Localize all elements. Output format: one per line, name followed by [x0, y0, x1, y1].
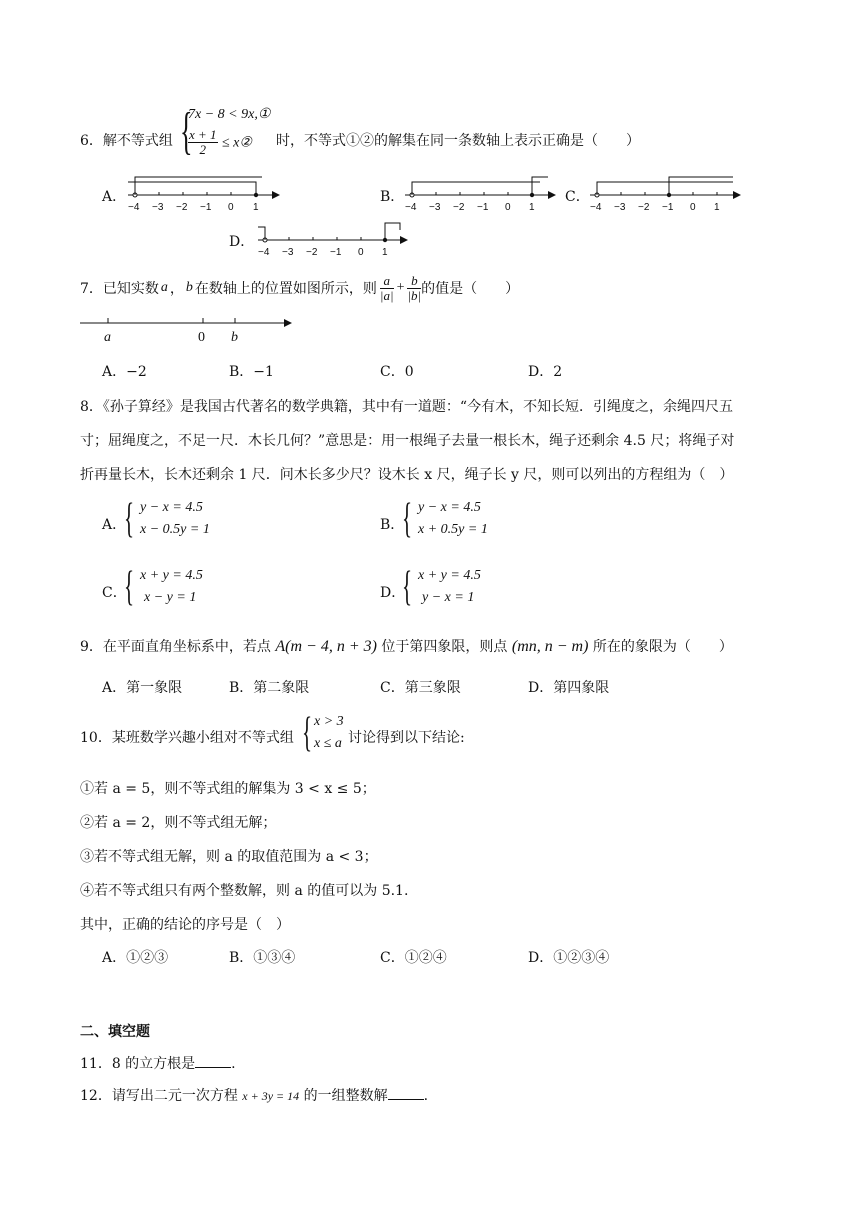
section-title: 二、填空题 — [80, 1024, 150, 1040]
q10-option-b: B．①③④ — [229, 950, 296, 966]
q10-conclusion-1: ①若 a = 5，则不等式组的解集为 3 < x ≤ 5； — [80, 781, 376, 797]
q9-text-1: 9．在平面直角坐标系中，若点 — [80, 639, 271, 655]
tick-label-c-3: −1 — [662, 202, 674, 213]
q6-question-text: 时，不等式①②的解集在同一条数轴上表示正确是（ ） — [276, 133, 640, 149]
q7-var-b: b — [185, 280, 193, 295]
q7-option-b: B．−1 — [229, 364, 274, 380]
left-brace-icon: { — [402, 564, 413, 610]
q9-text-3: 所在的象限为（ ） — [592, 639, 733, 655]
tick-label-d-0: −4 — [258, 247, 270, 258]
q9-question — [80, 636, 733, 656]
tick-label-a-5: 1 — [253, 202, 259, 213]
q6-option-d-label: D． — [229, 234, 255, 250]
tick-label-b-4: 0 — [505, 202, 511, 213]
left-brace-icon: { — [180, 103, 193, 160]
q7-option-d: D．2 — [528, 364, 563, 380]
q7-fraction-a — [380, 274, 394, 303]
fraction-denominator: |a| — [379, 287, 394, 303]
tick-label-b-1: −3 — [429, 202, 441, 213]
number-line-b — [405, 177, 556, 199]
q8-option-a-label: A． — [102, 517, 127, 533]
q9-option-a: A．第一象限 — [102, 680, 183, 696]
equation-1: y − x = 4.5 — [418, 500, 481, 515]
tick-label-a-2: −2 — [176, 202, 188, 213]
q10-number: 10．某班数学兴趣小组对不等式组 — [80, 730, 294, 746]
tick-label-c-2: −2 — [638, 202, 650, 213]
q9-option-c: C．第三象限 — [380, 680, 461, 696]
q9-text-2: 位于第四象限，则点 — [381, 639, 508, 655]
q7-number: 7．已知实数 — [80, 281, 159, 297]
tick-label-a-3: −1 — [200, 202, 212, 213]
q10-conclusion-2: ②若 a = 2，则不等式组无解； — [80, 815, 277, 831]
number-line-d — [258, 223, 408, 244]
left-brace-icon: { — [124, 564, 135, 610]
q12-text-1: 12．请写出二元一次方程 — [80, 1088, 238, 1104]
q7-number-line — [0, 310, 320, 350]
tick-label-c-4: 0 — [690, 202, 696, 213]
q7-text-1: 在数轴上的位置如图所示，则 — [194, 281, 377, 297]
q12-equation: x + 3y = 14 — [242, 1089, 300, 1103]
q12 — [80, 1085, 428, 1105]
q11-text-2: . — [231, 1056, 236, 1072]
q7-plus: + — [396, 280, 405, 295]
equation-1: x + y = 4.5 — [418, 568, 481, 583]
tick-label-a-0: −4 — [128, 202, 140, 213]
left-brace-icon: { — [302, 710, 313, 756]
q6-inequality-1: 7x − 8 < 9x,① — [188, 107, 271, 122]
fraction-denominator: 2 — [199, 142, 207, 157]
q10-option-c: C．①②④ — [380, 950, 447, 966]
q10-option-d: D．①②③④ — [528, 950, 610, 966]
tick-label-a-1: −3 — [152, 202, 164, 213]
tick-label-d-2: −2 — [306, 247, 318, 258]
fraction-numerator: a — [380, 274, 394, 289]
tick-label-c-1: −3 — [614, 202, 626, 213]
q8-option-b-system — [402, 498, 512, 542]
q10-conclusion-3: ③若不等式组无解，则 a 的取值范围为 a < 3； — [80, 849, 378, 865]
q12-text-2: 的一组整数解 — [303, 1088, 388, 1104]
q8-line-1: 8．《孙子算经》是我国古代著名的数学典籍，其中有一道题：“今有木，不知长短．引绳度之，余绳四尺五 — [80, 399, 734, 415]
q8-option-b-label: B． — [380, 517, 405, 533]
q7-var-a: a — [160, 280, 168, 295]
q11-text-1: 11．8 的立方根是 — [80, 1056, 196, 1072]
q7-option-a: A．−2 — [102, 364, 147, 380]
tick-label-b-2: −2 — [453, 202, 465, 213]
q8-option-d-system — [402, 566, 512, 610]
fraction-denominator: |b| — [407, 287, 422, 303]
q10-option-a: A．①②③ — [102, 950, 169, 966]
q6-inequality-2-rest: ≤ x② — [222, 135, 252, 151]
equation-2: x + 0.5y = 1 — [418, 522, 488, 537]
equation-2: x − 0.5y = 1 — [140, 522, 210, 537]
tick-label-d-4: 0 — [358, 247, 364, 258]
inequality-2: x ≤ a — [314, 736, 342, 751]
q6-option-a-label: A． — [102, 189, 127, 205]
q8-option-d-label: D． — [380, 585, 406, 601]
q6-number: 6．解不等式组 — [80, 133, 173, 149]
fraction-numerator: b — [407, 274, 421, 289]
q7-comma: ， — [169, 281, 184, 297]
q6-tick-labels — [128, 202, 720, 258]
q9-option-b: B．第二象限 — [229, 680, 310, 696]
q8-option-c-system — [124, 566, 234, 610]
q6-option-c-label: C． — [565, 189, 590, 205]
answer-blank[interactable] — [388, 1087, 424, 1100]
q11 — [80, 1053, 236, 1073]
q6-number-lines — [0, 0, 860, 260]
left-brace-icon: { — [402, 496, 413, 542]
inequality-1: x > 3 — [314, 714, 344, 729]
q9-option-d: D．第四象限 — [528, 680, 610, 696]
q8-option-a-system — [124, 498, 234, 542]
q9-point-2: (mn, n − m) — [511, 638, 589, 655]
equation-2: y − x = 1 — [422, 590, 475, 605]
q10-text: 讨论得到以下结论: — [348, 730, 465, 746]
q8-line-3: 折再量长木，长木还剩余 1 尺．问木长多少尺？设木长 x 尺，绳子长 y 尺，则可以列出的方程组为（ ） — [80, 467, 734, 483]
equation-1: y − x = 4.5 — [140, 500, 203, 515]
tick-label-d-5: 1 — [382, 247, 388, 258]
tick-label-a-4: 0 — [228, 202, 234, 213]
tick-label-d-3: −1 — [330, 247, 342, 258]
q7-fraction-b — [407, 274, 421, 303]
q7-option-c: C．0 — [380, 364, 414, 380]
axis-label-0: 0 — [198, 330, 205, 345]
answer-blank[interactable] — [195, 1055, 231, 1068]
tick-label-c-0: −4 — [590, 202, 602, 213]
q10-conclusion-4: ④若不等式组只有两个整数解，则 a 的值可以为 5.1. — [80, 883, 409, 899]
q9-point-a: A(m − 4, n + 3) — [275, 638, 377, 655]
left-brace-icon: { — [124, 496, 135, 542]
q10-ask: 其中，正确的结论的序号是（ ） — [80, 917, 290, 933]
tick-label-d-1: −3 — [282, 247, 294, 258]
tick-label-b-3: −1 — [477, 202, 489, 213]
tick-label-b-0: −4 — [405, 202, 417, 213]
axis-label-b: b — [231, 330, 238, 345]
q8-line-2: 寸；屈绳度之，不足一尺．木长几何？”意思是：用一根绳子去量一根长木，绳子还剩余 4.5 尺；将绳子对 — [80, 433, 735, 449]
number-line-a — [128, 177, 280, 199]
equation-2: x − y = 1 — [144, 590, 197, 605]
axis-label-a: a — [104, 330, 111, 345]
q8-option-c-label: C． — [102, 585, 127, 601]
number-line-c — [590, 177, 741, 199]
q7-question — [80, 268, 519, 308]
equation-1: x + y = 4.5 — [140, 568, 203, 583]
q12-text-3: . — [423, 1088, 429, 1104]
q6-option-b-label: B． — [380, 189, 405, 205]
tick-label-c-5: 1 — [714, 202, 720, 213]
tick-label-b-5: 1 — [529, 202, 535, 213]
fraction-numerator: x + 1 — [189, 127, 217, 142]
q7-text-2: 的值是（ ） — [421, 281, 520, 297]
